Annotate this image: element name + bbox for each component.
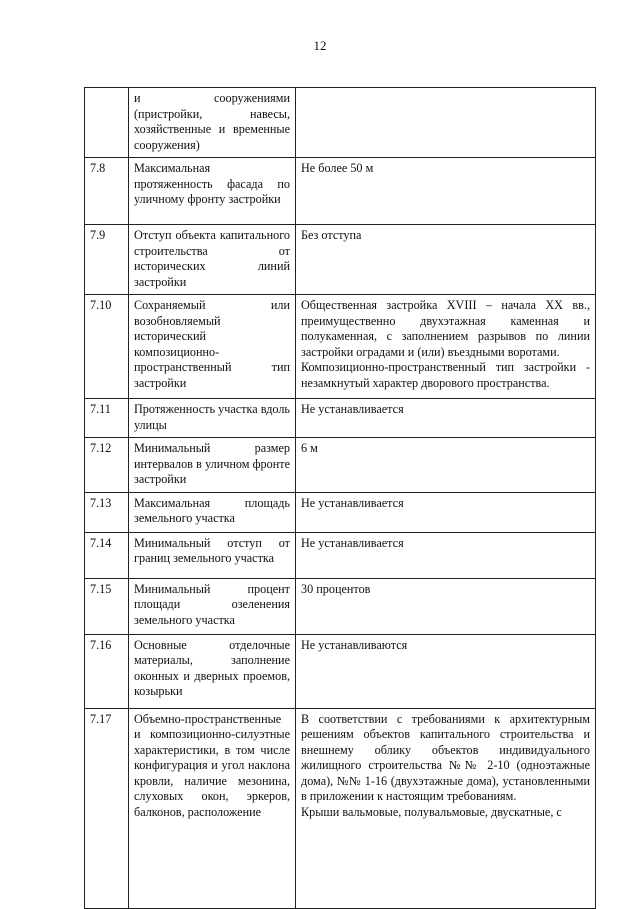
row-number: 7.13 xyxy=(85,492,129,532)
table-row xyxy=(85,492,596,532)
parameter-cell: Максимальная площадь земельного участка xyxy=(129,492,296,532)
value-cell: Не устанавливается xyxy=(296,532,596,578)
table-row xyxy=(85,88,596,158)
value-cell: Без отступа xyxy=(296,225,596,295)
value-cell: Не устанавливается xyxy=(296,492,596,532)
table-row xyxy=(85,295,596,399)
parameter-cell: Протяженность участка вдоль улицы xyxy=(129,399,296,438)
parameter-cell: Минимальный отступ от границ земельного участка xyxy=(129,532,296,578)
parameter-cell: Отступ объекта капитального строительства от исторических линий застройки xyxy=(129,225,296,295)
value-cell xyxy=(296,708,596,908)
row-number: 7.9 xyxy=(85,225,129,295)
value-cell xyxy=(296,295,596,399)
row-number xyxy=(85,88,129,158)
parameter-cell: Минимальный размер интервалов в уличном фронте застройки xyxy=(129,438,296,493)
value-paragraph: Композиционно-пространственный тип застройки - незамкнутый характер дворового пространства. xyxy=(301,360,590,390)
value-cell xyxy=(296,88,596,158)
value-paragraph: Общественная застройка XVIII – начала XX вв., преимущественно двухэтажная каменная и полукаменная, с заполнением разрывов по линии застройки оградами и (или) въездными воротами. xyxy=(301,298,590,359)
value-paragraph: В соответствии с требованиями к архитектурным решениям объектов капитального строительства и внешнему облику объектов индивидуального жилищного строительства №№ 2-10 (одноэтажные дома), №№ 1-16 (двухэтажные дома), установленными в приложении к настоящим требованиям. xyxy=(301,711,590,803)
table-row xyxy=(85,532,596,578)
row-number: 7.8 xyxy=(85,158,129,225)
regulations-table xyxy=(84,87,596,909)
table-row xyxy=(85,438,596,493)
value-cell: 30 процентов xyxy=(296,578,596,634)
parameter-cell: Объемно-пространственные и композиционно-силуэтные характеристики, в том числе конфигурация и угол наклона кровли, наличие мезонина, слуховых окон, эркеров, балконов, расположение xyxy=(129,708,296,908)
page-number: 12 xyxy=(313,38,327,53)
row-number: 7.10 xyxy=(85,295,129,399)
table-row xyxy=(85,225,596,295)
row-number: 7.17 xyxy=(85,708,129,908)
row-number: 7.14 xyxy=(85,532,129,578)
table-row xyxy=(85,578,596,634)
table-row xyxy=(85,399,596,438)
parameter-cell: и сооружениями (пристройки, навесы, хозяйственные и временные сооружения) xyxy=(129,88,296,158)
row-number: 7.16 xyxy=(85,634,129,708)
value-cell: Не устанавливается xyxy=(296,399,596,438)
table-row xyxy=(85,634,596,708)
parameter-cell: Максимальная протяженность фасада по уличному фронту застройки xyxy=(129,158,296,225)
table-row xyxy=(85,158,596,225)
value-paragraph: Крыши вальмовые, полувальмовые, двускатные, с xyxy=(301,804,562,819)
value-cell: Не устанавливаются xyxy=(296,634,596,708)
parameter-cell: Минимальный процент площади озеленения земельного участка xyxy=(129,578,296,634)
table-row xyxy=(85,708,596,908)
value-cell: Не более 50 м xyxy=(296,158,596,225)
row-number: 7.15 xyxy=(85,578,129,634)
parameter-cell: Сохраняемый или возобновляемый исторический композиционно-пространственный тип застройки xyxy=(129,295,296,399)
row-number: 7.12 xyxy=(85,438,129,493)
parameter-cell: Основные отделочные материалы, заполнение оконных и дверных проемов, козырьки xyxy=(129,634,296,708)
row-number: 7.11 xyxy=(85,399,129,438)
value-cell: 6 м xyxy=(296,438,596,493)
